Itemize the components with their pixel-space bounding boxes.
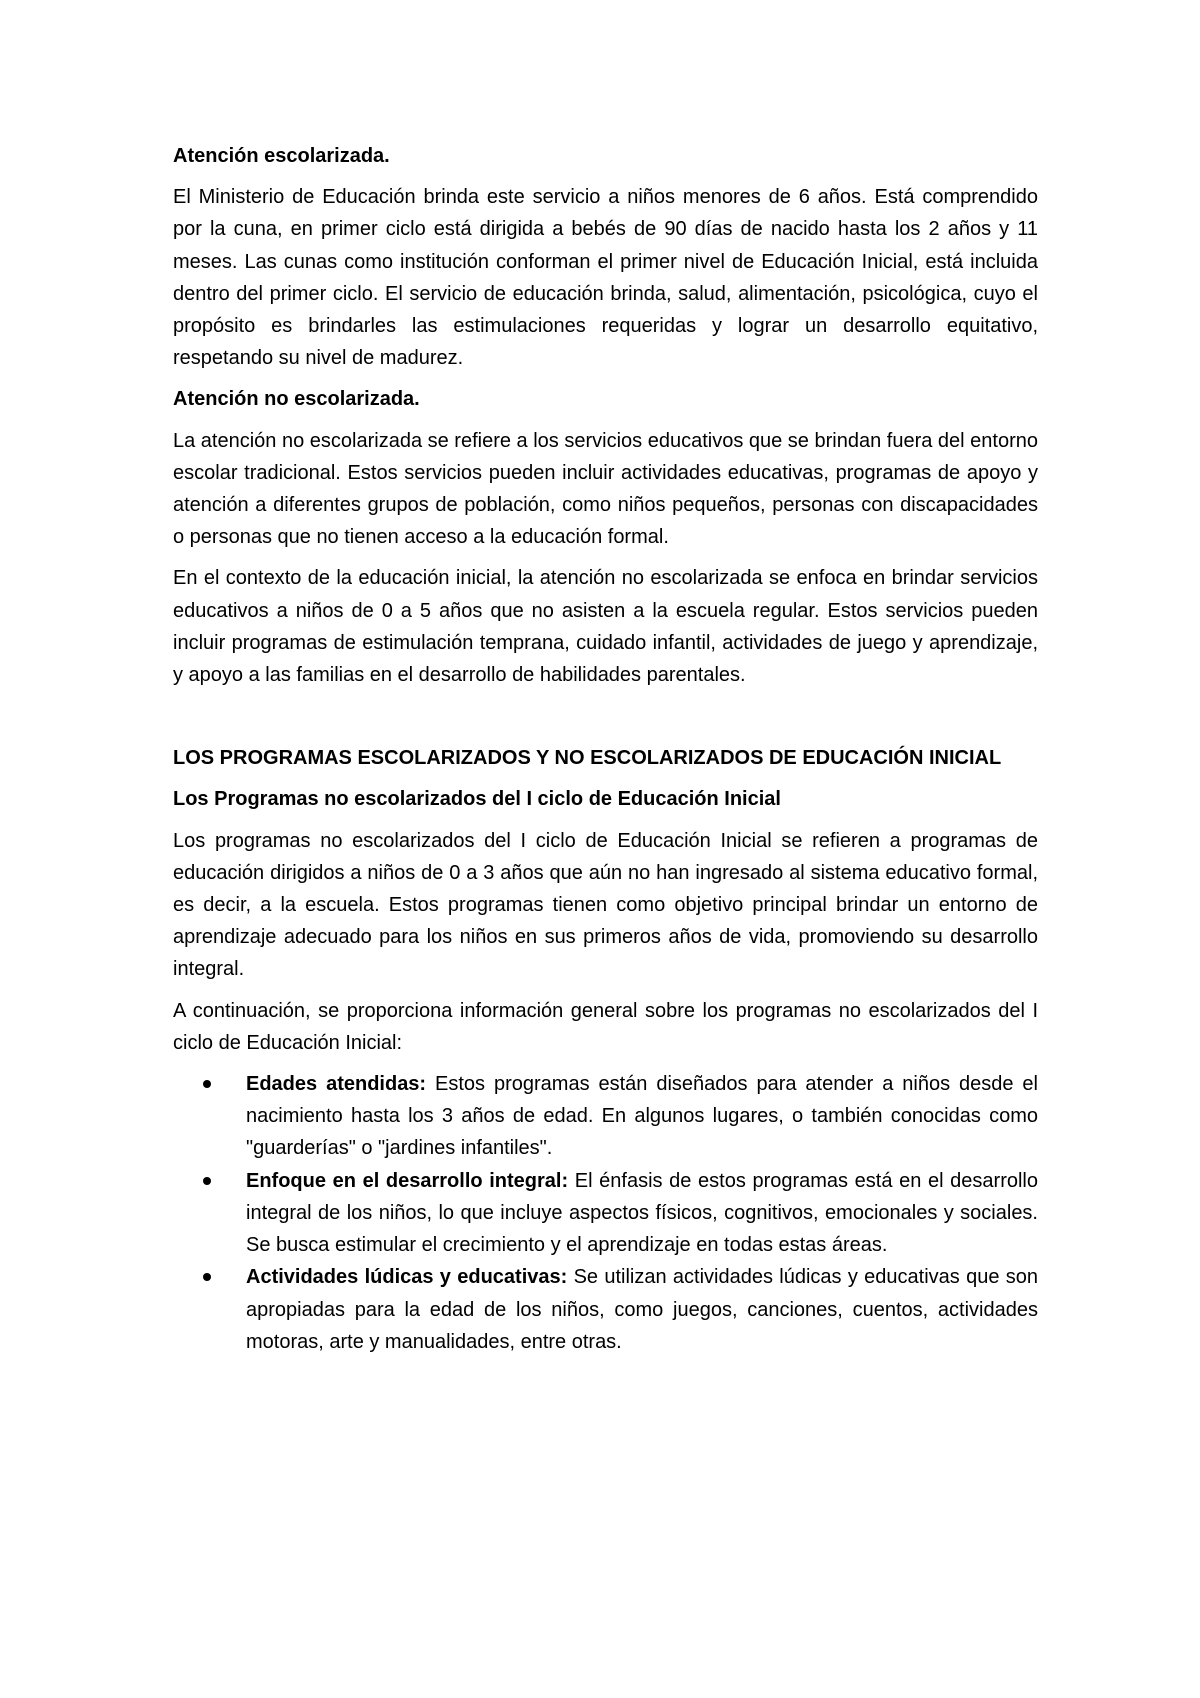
list-item	[173, 1165, 1038, 1262]
bullet-text: Estos programas están diseñados para atender a niños desde el nacimiento hasta los 3 años de edad. En algunos lugares, o también conocidas como "guarderías" o "jardines infantiles".	[246, 1073, 1038, 1160]
bullet-text: El énfasis de estos programas está en el desarrollo integral de los niños, lo que incluye aspectos físicos, cognitivos, emocionales y sociales. Se busca estimular el crecimiento y el aprendizaje en todas estas áreas.	[246, 1169, 1038, 1257]
heading-atencion-escolarizada: Atención escolarizada.	[173, 145, 390, 167]
document-page	[173, 140, 1038, 1358]
section-subtitle-programas: Los Programas no escolarizados del I ciclo de Educación Inicial	[173, 788, 781, 811]
bullet-icon	[203, 1273, 211, 1281]
bullet-term: Actividades lúdicas y educativas:	[246, 1266, 568, 1289]
bullet-list	[173, 1068, 1038, 1358]
bullet-term: Edades atendidas:	[246, 1073, 427, 1096]
bullet-icon	[203, 1177, 211, 1185]
heading-atencion-no-escolarizada: Atención no escolarizada.	[173, 388, 420, 411]
list-item	[173, 1261, 1038, 1358]
bullet-icon	[203, 1080, 211, 1088]
paragraph-programas-2: A continuación, se proporciona información general sobre los programas no escolarizados del I ciclo de Educación Inicial:	[173, 999, 1038, 1054]
paragraph-escolarizada: El Ministerio de Educación brinda este servicio a niños menores de 6 años. Está comprendido por la cuna, en primer ciclo está dirigida a bebés de 90 días de nacido hasta los 2 años y 11 meses. Las cunas como institución conforman el primer nivel de Educación Inicial, está incluida dentro del primer ciclo. El servicio de educación brinda, salud, alimentación, psicológica, cuyo el propósito es brindarles las estimulaciones requeridas y lograr un desarrollo equitativo, respetando su nivel de madurez.	[173, 186, 1038, 370]
paragraph-no-escolarizada-2: En el contexto de la educación inicial, la atención no escolarizada se enfoca en brindar servicios educativos a niños de 0 a 5 años que no asisten a la escuela regular. Estos servicios pueden incluir programas de estimulación temprana, cuidado infantil, actividades de juego y aprendizaje, y apoyo a las familias en el desarrollo de habilidades parentales.	[173, 567, 1038, 687]
section-title-programas: LOS PROGRAMAS ESCOLARIZADOS Y NO ESCOLARIZADOS DE EDUCACIÓN INICIAL	[173, 747, 1002, 770]
paragraph-programas-1: Los programas no escolarizados del I ciclo de Educación Inicial se refieren a programas de educación dirigidos a niños de 0 a 3 años que aún no han ingresado al sistema educativo formal, es decir, a la escuela. Estos programas tienen como objetivo principal brindar un entorno de aprendizaje adecuado para los niños en sus primeros años de vida, promoviendo su desarrollo integral.	[173, 829, 1038, 981]
bullet-term: Enfoque en el desarrollo integral:	[246, 1169, 569, 1192]
spacer	[173, 700, 1038, 742]
list-item	[173, 1068, 1038, 1165]
bullet-text: Se utilizan actividades lúdicas y educativas que son apropiadas para la edad de los niños, como juegos, canciones, cuentos, actividades motoras, arte y manualidades, entre otras.	[246, 1266, 1038, 1353]
paragraph-no-escolarizada-1: La atención no escolarizada se refiere a los servicios educativos que se brindan fuera del entorno escolar tradicional. Estos servicios pueden incluir actividades educativas, programas de apoyo y atención a diferentes grupos de población, como niños pequeños, personas con discapacidades o personas que no tienen acceso a la educación formal.	[173, 429, 1038, 549]
